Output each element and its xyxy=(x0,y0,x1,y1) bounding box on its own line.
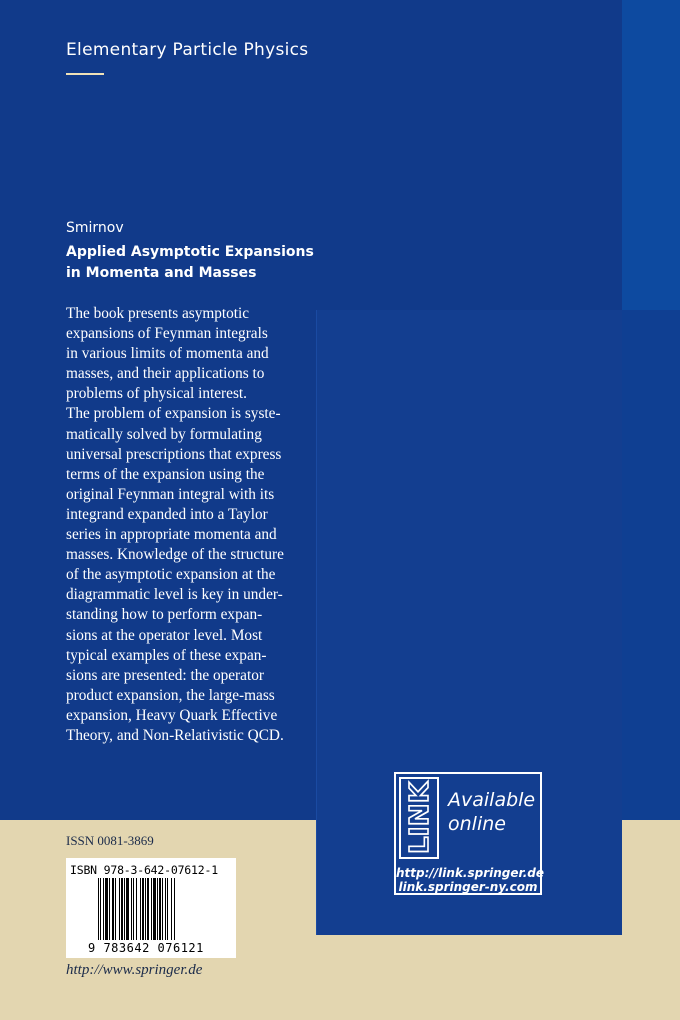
issn: ISSN 0081-3869 xyxy=(66,833,154,848)
description-line: typical examples of these expan- xyxy=(66,646,267,664)
description-line: product expansion, the large-mass xyxy=(66,686,275,704)
isbn-barcode xyxy=(66,858,236,958)
description-line: sions are presented: the operator xyxy=(66,666,264,684)
description-line: Theory, and Non-Relativistic QCD. xyxy=(66,726,284,744)
isbn-text: ISBN 978-3-642-07612-1 xyxy=(70,863,218,877)
link-url[interactable]: link.springer-ny.com xyxy=(398,880,538,894)
link-logo-text: LINK xyxy=(405,785,435,854)
book-description xyxy=(66,304,316,746)
cover-edge-strip xyxy=(622,0,680,310)
description-line: masses, and their applications to xyxy=(66,365,265,383)
available-online-label xyxy=(448,788,535,836)
description-line: diagrammatic level is key in under- xyxy=(66,586,283,604)
description-line: The problem of expansion is syste- xyxy=(66,405,281,423)
series-title: Elementary Particle Physics xyxy=(66,40,309,60)
description-line: standing how to perform expan- xyxy=(66,606,263,624)
description-line: masses. Knowledge of the structure xyxy=(66,546,284,564)
description-line: universal prescriptions that express xyxy=(66,445,282,463)
description-line: matically solved by formulating xyxy=(66,425,262,443)
description-line: integrand expanded into a Taylor xyxy=(66,505,268,523)
title-line: Applied Asymptotic Expansions xyxy=(66,244,314,260)
title-line: in Momenta and Masses xyxy=(66,265,257,281)
link-urls xyxy=(396,866,545,894)
series-underline xyxy=(66,73,104,75)
description-line: expansions of Feynman integrals xyxy=(66,325,268,343)
description-line: sions at the operator level. Most xyxy=(66,626,263,644)
barcode-digits: 9 783642 076121 xyxy=(88,941,204,955)
cover-edge-strip-lower xyxy=(621,310,680,820)
barcode-icon xyxy=(98,878,204,940)
description-line: in various limits of momenta and xyxy=(66,345,269,363)
description-line: terms of the expansion using the xyxy=(66,465,265,483)
online-text: online xyxy=(448,813,506,835)
author: Smirnov xyxy=(66,220,124,236)
description-line: problems of physical interest. xyxy=(66,385,247,403)
description-line: series in appropriate momenta and xyxy=(66,526,277,544)
link-online-badge[interactable] xyxy=(394,772,545,895)
description-line: The book presents asymptotic xyxy=(66,305,250,322)
book-title xyxy=(66,242,316,284)
available-text: Available xyxy=(448,789,536,811)
link-logo-icon xyxy=(396,774,442,862)
description-line: expansion, Heavy Quark Effective xyxy=(66,706,278,724)
link-url[interactable]: http://link.springer.de xyxy=(396,866,545,880)
description-line: of the asymptotic expansion at the xyxy=(66,566,276,584)
description-line: original Feynman integral with its xyxy=(66,485,275,503)
publisher-website[interactable]: http://www.springer.de xyxy=(66,962,203,978)
